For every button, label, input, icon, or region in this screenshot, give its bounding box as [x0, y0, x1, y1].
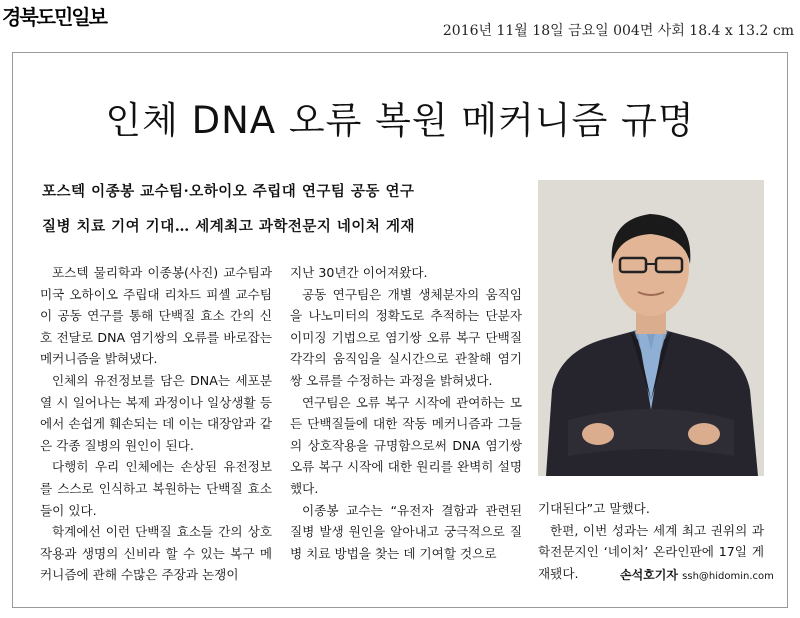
newspaper-logo: 경북도민일보	[2, 5, 106, 29]
reporter-email: ssh@hidomin.com	[682, 571, 774, 582]
paragraph: 이종봉 교수는 “유전자 결함과 관련된 질병 발생 원인을 알아내고 궁극적으로 질병 치료 방법을 찾는 데 기여할 것으로	[290, 502, 522, 561]
paragraph: 지난 30년간 이어져왔다.	[290, 265, 428, 280]
paragraph: 공동 연구팀은 개별 생체분자의 움직임을 나노미터의 정확도로 추적하는 단분자 이미징 기법으로 염기쌍 오류 복구 단백질 각각의 움직임을 실시간으로 관찰해 염기쌍 오류를 수정하는 과정을 밝혀냈다.	[290, 286, 522, 388]
article-headline: 인체 DNA 오류 복원 메커니즘 규명	[105, 99, 695, 142]
byline	[620, 566, 774, 583]
paragraph: 다행히 우리 인체에는 손상된 유전정보를 스스로 인식하고 복원하는 단백질 효소들이 있다.	[40, 459, 272, 518]
article-column-2	[290, 262, 522, 564]
paragraph: 학계에선 이런 단백질 효소들 간의 상호작용과 생명의 신비라 할 수 있는 복구 메커니즘에 관해 수많은 주장과 논쟁이	[40, 524, 272, 583]
article-column-1	[40, 262, 272, 586]
article-subhead-1: 포스텍 이종봉 교수팀·오하이오 주립대 연구팀 공동 연구	[42, 183, 415, 200]
paragraph: 연구팀은 오류 복구 시작에 관여하는 모든 단백질들에 대한 작동 메커니즘과 그들의 상호작용을 규명함으로써 DNA 염기쌍 오류 복구 시작에 대한 원리를 완벽히 설명했다.	[290, 394, 522, 496]
portrait-illustration	[538, 180, 764, 476]
masthead	[0, 0, 800, 44]
portrait-photo	[538, 180, 764, 476]
reporter-name: 손석호기자	[620, 568, 678, 582]
article-subhead-2: 질병 치료 기여 기대… 세계최고 과학전문지 네이처 게재	[42, 218, 415, 235]
paragraph: 포스텍 물리학과 이종봉(사진) 교수팀과 미국 오하이오 주립대 리차드 피셸 교수팀이 공동 연구를 통해 단백질 효소 간의 신호 전달로 DNA 염기쌍의 오류를 바로잡는 메커니즘을 밝혀냈다.	[40, 265, 272, 367]
paragraph: 기대된다”고 말했다.	[538, 501, 650, 516]
publication-meta: 2016년 11월 18일 금요일 004면 사회 18.4 x 13.2 cm	[442, 23, 794, 39]
paragraph: 한편, 이번 성과는 세계 최고 권위의 과학전문지인 ‘네이처’ 온라인판에 17일 게재됐다.	[538, 522, 764, 581]
paragraph: 인체의 유전정보를 담은 DNA는 세포분열 시 일어나는 복제 과정이나 일상생활 등에서 손쉽게 훼손되는 데 이는 대장암과 같은 각종 질병의 원인이 된다.	[40, 372, 272, 453]
